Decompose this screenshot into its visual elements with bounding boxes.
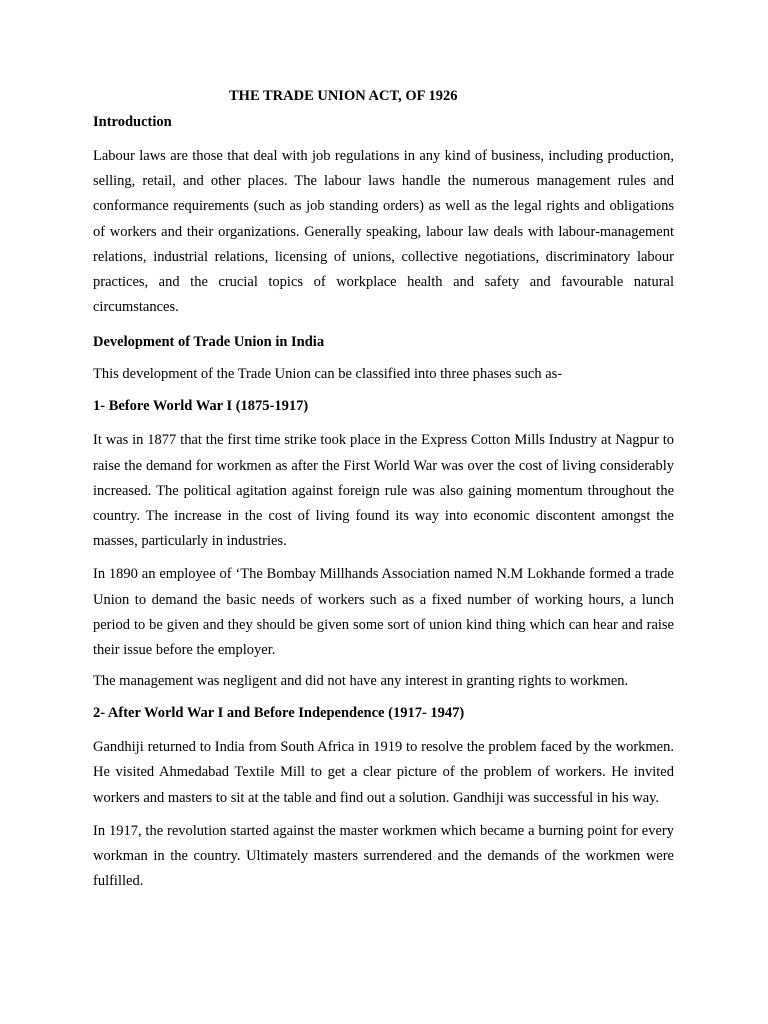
section-heading-development: Development of Trade Union in India (93, 334, 325, 351)
paragraph-phase-1-strike: It was in 1877 that the first time strike took place in the Express Cotton Mills Industry at Nagpur to raise the demand for workmen as after the First World War was over the cost of living considerably increased. The political agitation against foreign rule was also gaining momentum throughout the country. The increase in the cost of living found its way into economic discontent amongst the masses, particularly in industries. (93, 432, 674, 550)
paragraph-phase-1-management: The management was negligent and did not have any interest in granting rights to workmen. (93, 673, 629, 690)
section-heading-phase-1: 1- Before World War I (1875-1917) (93, 398, 309, 415)
section-heading-phase-2: 2- After World War I and Before Independence (1917- 1947) (93, 705, 465, 722)
paragraph-introduction: Labour laws are those that deal with job regulations in any kind of business, including production, selling, retail, and other places. The labour laws handle the numerous management rules and conformance requirements (such as job standing orders) as well as the legal rights and obligations of workers and their organizations. Generally speaking, labour law deals with labour-management relations, industrial relations, licensing of unions, collective negotiations, discriminatory labour practices, and the crucial topics of workplace health and safety and favourable natural circumstances. (93, 148, 674, 316)
paragraph-phase-2-revolution: In 1917, the revolution started against the master workmen which became a burning point for every workman in the country. Ultimately masters surrendered and the demands of the workmen were fulfilled. (93, 822, 674, 890)
document-body (93, 86, 674, 902)
paragraph-phase-2-gandhiji: Gandhiji returned to India from South Africa in 1919 to resolve the problem faced by the workmen. He visited Ahmedabad Textile Mill to get a clear picture of the problem of workers. He invited workers and masters to sit at the table and find out a solution. Gandhiji was successful in his way. (93, 739, 674, 806)
document-title: THE TRADE UNION ACT, OF 1926 (229, 88, 458, 104)
paragraph-phase-1-lokhande: In 1890 an employee of ‘The Bombay Millhands Association named N.M Lokhande formed a trade Union to demand the basic needs of workers such as a fixed number of working hours, a lunch period to be given and they should be given some sort of union kind thing which can hear and raise their issue before the employer. (93, 566, 674, 659)
section-heading-introduction: Introduction (93, 114, 172, 130)
paragraph-development: This development of the Trade Union can be classified into three phases such as- (93, 366, 563, 383)
